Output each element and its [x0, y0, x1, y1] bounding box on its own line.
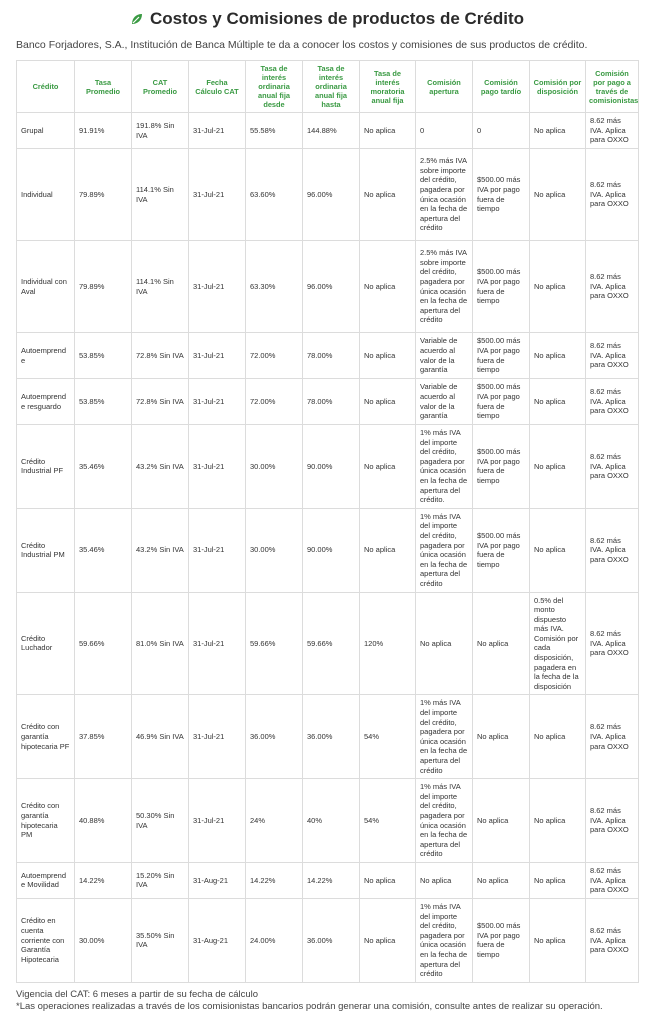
table-cell: 1% más IVA del importe del crédito, pagadera por única ocasión en la fecha de apertura del crédito. [416, 425, 473, 509]
table-cell: No aplica [360, 149, 416, 241]
table-cell: 40% [303, 779, 360, 863]
column-header: Tasa de interés ordinaria anual fija hasta [303, 61, 360, 113]
table-cell: Grupal [17, 113, 75, 149]
table-cell: 36.00% [303, 898, 360, 982]
table-cell: 191.8% Sin IVA [132, 113, 189, 149]
table-cell: 35.46% [75, 425, 132, 509]
table-cell: 43.2% Sin IVA [132, 425, 189, 509]
table-cell: 8.62 más IVA. Aplica para OXXO [586, 508, 639, 592]
table-cell: 2.5% más IVA sobre importe del crédito, pagadera por única ocasión en la fecha de apertura del crédito [416, 241, 473, 333]
table-cell: 96.00% [303, 241, 360, 333]
table-cell: $500.00 más IVA por pago fuera de tiempo [473, 508, 530, 592]
table-cell: 36.00% [246, 695, 303, 779]
table-cell: 31-Jul-21 [189, 592, 246, 695]
table-cell: 8.62 más IVA. Aplica para OXXO [586, 695, 639, 779]
table-cell: 2.5% más IVA sobre importe del crédito, pagadera por única ocasión en la fecha de apertura del crédito [416, 149, 473, 241]
column-header: Comisión pago tardío [473, 61, 530, 113]
table-cell: 31-Jul-21 [189, 241, 246, 333]
table-cell: 59.66% [75, 592, 132, 695]
table-row [17, 592, 639, 695]
table-cell: 0.5% del monto dispuesto más IVA. Comisión por cada disposición, pagadera en la fecha de la disposición [530, 592, 586, 695]
table-cell: Crédito Industrial PF [17, 425, 75, 509]
table-cell: No aplica [530, 241, 586, 333]
table-cell: 78.00% [303, 333, 360, 379]
table-cell: 31-Jul-21 [189, 149, 246, 241]
table-cell: 37.85% [75, 695, 132, 779]
table-cell: Crédito con garantía hipotecaria PF [17, 695, 75, 779]
table-cell: 54% [360, 695, 416, 779]
column-header: Comisión apertura [416, 61, 473, 113]
table-row [17, 779, 639, 863]
table-cell: 36.00% [303, 695, 360, 779]
table-cell: 24% [246, 779, 303, 863]
table-cell: Autoemprende [17, 333, 75, 379]
table-cell: 53.85% [75, 333, 132, 379]
table-cell: 35.46% [75, 508, 132, 592]
table-cell: 8.62 más IVA. Aplica para OXXO [586, 379, 639, 425]
table-cell: No aplica [530, 113, 586, 149]
table-cell: 8.62 más IVA. Aplica para OXXO [586, 779, 639, 863]
page-title-text: Costos y Comisiones de productos de Crédito [149, 9, 525, 28]
table-cell: 0 [416, 113, 473, 149]
column-header: CAT Promedio [132, 61, 189, 113]
column-header: Fecha Cálculo CAT [189, 61, 246, 113]
table-cell: 72.00% [246, 333, 303, 379]
table-cell: Variable de acuerdo al valor de la garantía [416, 379, 473, 425]
table-cell: 46.9% Sin IVA [132, 695, 189, 779]
table-cell: $500.00 más IVA por pago fuera de tiempo [473, 241, 530, 333]
table-cell: 8.62 más IVA. Aplica para OXXO [586, 241, 639, 333]
table-cell: Individual [17, 149, 75, 241]
table-cell: No aplica [530, 333, 586, 379]
table-cell: 63.60% [246, 149, 303, 241]
table-row [17, 113, 639, 149]
table-cell: Variable de acuerdo al valor de la garantía [416, 333, 473, 379]
table-row [17, 149, 639, 241]
intro-text: Banco Forjadores, S.A., Institución de Banca Múltiple te da a conocer los costos y comisiones de sus productos de crédito. [16, 39, 588, 51]
table-cell: 90.00% [303, 425, 360, 509]
footer-cat-validity: Vigencia del CAT: 6 meses a partir de su fecha de cálculo [16, 988, 259, 1000]
table-cell: 54% [360, 779, 416, 863]
table-cell: 78.00% [303, 379, 360, 425]
table-cell: 31-Jul-21 [189, 113, 246, 149]
table-cell: No aplica [530, 425, 586, 509]
table-cell: $500.00 más IVA por pago fuera de tiempo [473, 149, 530, 241]
table-cell: 0 [473, 113, 530, 149]
table-cell: Autoemprende resguardo [17, 379, 75, 425]
table-cell: 55.58% [246, 113, 303, 149]
table-cell: 31-Jul-21 [189, 779, 246, 863]
table-cell: 63.30% [246, 241, 303, 333]
table-cell: Autoemprende Movilidad [17, 862, 75, 898]
table-cell: No aplica [360, 898, 416, 982]
table-cell: No aplica [360, 379, 416, 425]
table-cell: 59.66% [246, 592, 303, 695]
table-cell: 96.00% [303, 149, 360, 241]
table-row [17, 862, 639, 898]
table-body [17, 113, 639, 983]
table-cell: No aplica [360, 508, 416, 592]
table-cell: 8.62 más IVA. Aplica para OXXO [586, 862, 639, 898]
table-cell: 30.00% [75, 898, 132, 982]
table-cell: 91.91% [75, 113, 132, 149]
table-cell: 15.20% Sin IVA [132, 862, 189, 898]
table-cell: 1% más IVA del importe del crédito, pagadera por única ocasión en la fecha de apertura del crédito [416, 508, 473, 592]
table-cell: $500.00 más IVA por pago fuera de tiempo [473, 333, 530, 379]
table-cell: No aplica [473, 592, 530, 695]
table-cell: No aplica [416, 592, 473, 695]
table-row [17, 333, 639, 379]
column-header: Crédito [17, 61, 75, 113]
table-cell: 1% más IVA del importe del crédito, pagadera por única ocasión en la fecha de apertura del crédito [416, 779, 473, 863]
table-cell: 43.2% Sin IVA [132, 508, 189, 592]
table-cell: Crédito Luchador [17, 592, 75, 695]
column-header: Comisión por disposición [530, 61, 586, 113]
table-cell: No aplica [530, 862, 586, 898]
table-cell: No aplica [360, 862, 416, 898]
footer-disclaimer: *Las operaciones realizadas a través de los comisionistas bancarios podrán generar una comisión, consulte antes de realizar su operación. [16, 1000, 603, 1012]
column-header: Tasa de interés moratoria anual fija [360, 61, 416, 113]
table-row [17, 695, 639, 779]
table-row [17, 898, 639, 982]
table-cell: 40.88% [75, 779, 132, 863]
table-cell: Crédito en cuenta corriente con Garantía Hipotecaria [17, 898, 75, 982]
table-cell: $500.00 más IVA por pago fuera de tiempo [473, 379, 530, 425]
table-cell: 31-Aug-21 [189, 898, 246, 982]
table-cell: No aplica [530, 508, 586, 592]
costs-table [16, 60, 639, 983]
table-cell: No aplica [360, 425, 416, 509]
table-row [17, 425, 639, 509]
table-cell: No aplica [473, 779, 530, 863]
table-cell: 14.22% [75, 862, 132, 898]
page-title [16, 8, 638, 30]
table-cell: Crédito Industrial PM [17, 508, 75, 592]
table-cell: 14.22% [246, 862, 303, 898]
leaf-icon [130, 12, 144, 26]
table-cell: 31-Jul-21 [189, 508, 246, 592]
footer [16, 989, 638, 1013]
table-cell: No aplica [360, 113, 416, 149]
table-cell: No aplica [530, 149, 586, 241]
table-cell: 8.62 más IVA. Aplica para OXXO [586, 113, 639, 149]
table-cell: 79.89% [75, 241, 132, 333]
table-cell: 30.00% [246, 508, 303, 592]
table-cell: 8.62 más IVA. Aplica para OXXO [586, 333, 639, 379]
table-cell: Individual con Aval [17, 241, 75, 333]
table-cell: 30.00% [246, 425, 303, 509]
table-row [17, 508, 639, 592]
column-header: Tasa de interés ordinaria anual fija desde [246, 61, 303, 113]
table-cell: No aplica [360, 241, 416, 333]
table-cell: No aplica [530, 379, 586, 425]
table-cell: Crédito con garantía hipotecaria PM [17, 779, 75, 863]
table-cell: 8.62 más IVA. Aplica para OXXO [586, 592, 639, 695]
table-cell: 50.30% Sin IVA [132, 779, 189, 863]
table-row [17, 241, 639, 333]
table-cell: 72.8% Sin IVA [132, 379, 189, 425]
table-cell: 14.22% [303, 862, 360, 898]
table-cell: No aplica [530, 898, 586, 982]
table-cell: 59.66% [303, 592, 360, 695]
table-cell: 144.88% [303, 113, 360, 149]
column-header: Comisión por pago a través de comisionistas [586, 61, 639, 113]
table-cell: 8.62 más IVA. Aplica para OXXO [586, 898, 639, 982]
table-cell: 114.1% Sin IVA [132, 149, 189, 241]
table-cell: $500.00 más IVA por pago fuera de tiempo [473, 898, 530, 982]
table-cell: No aplica [360, 333, 416, 379]
table-cell: No aplica [473, 862, 530, 898]
table-cell: 35.50% Sin IVA [132, 898, 189, 982]
table-cell: 114.1% Sin IVA [132, 241, 189, 333]
table-cell: 90.00% [303, 508, 360, 592]
table-cell: 81.0% Sin IVA [132, 592, 189, 695]
table-cell: $500.00 más IVA por pago fuera de tiempo [473, 425, 530, 509]
table-cell: No aplica [416, 862, 473, 898]
table-cell: 72.8% Sin IVA [132, 333, 189, 379]
table-cell: 31-Jul-21 [189, 379, 246, 425]
table-header-row [17, 61, 639, 113]
table-cell: 31-Aug-21 [189, 862, 246, 898]
table-cell: 31-Jul-21 [189, 695, 246, 779]
table-cell: 1% más IVA del importe del crédito, pagadera por única ocasión en la fecha de apertura del crédito [416, 898, 473, 982]
table-row [17, 379, 639, 425]
table-cell: 24.00% [246, 898, 303, 982]
table-cell: 8.62 más IVA. Aplica para OXXO [586, 149, 639, 241]
table-cell: 1% más IVA del importe del crédito, pagadera por única ocasión en la fecha de apertura del crédito [416, 695, 473, 779]
table-cell: 31-Jul-21 [189, 425, 246, 509]
table-cell: No aplica [530, 695, 586, 779]
table-cell: 120% [360, 592, 416, 695]
table-cell: 53.85% [75, 379, 132, 425]
table-cell: 8.62 más IVA. Aplica para OXXO [586, 425, 639, 509]
table-cell: 72.00% [246, 379, 303, 425]
table-cell: 79.89% [75, 149, 132, 241]
column-header: Tasa Promedio [75, 61, 132, 113]
table-cell: 31-Jul-21 [189, 333, 246, 379]
table-cell: No aplica [473, 695, 530, 779]
table-cell: No aplica [530, 779, 586, 863]
